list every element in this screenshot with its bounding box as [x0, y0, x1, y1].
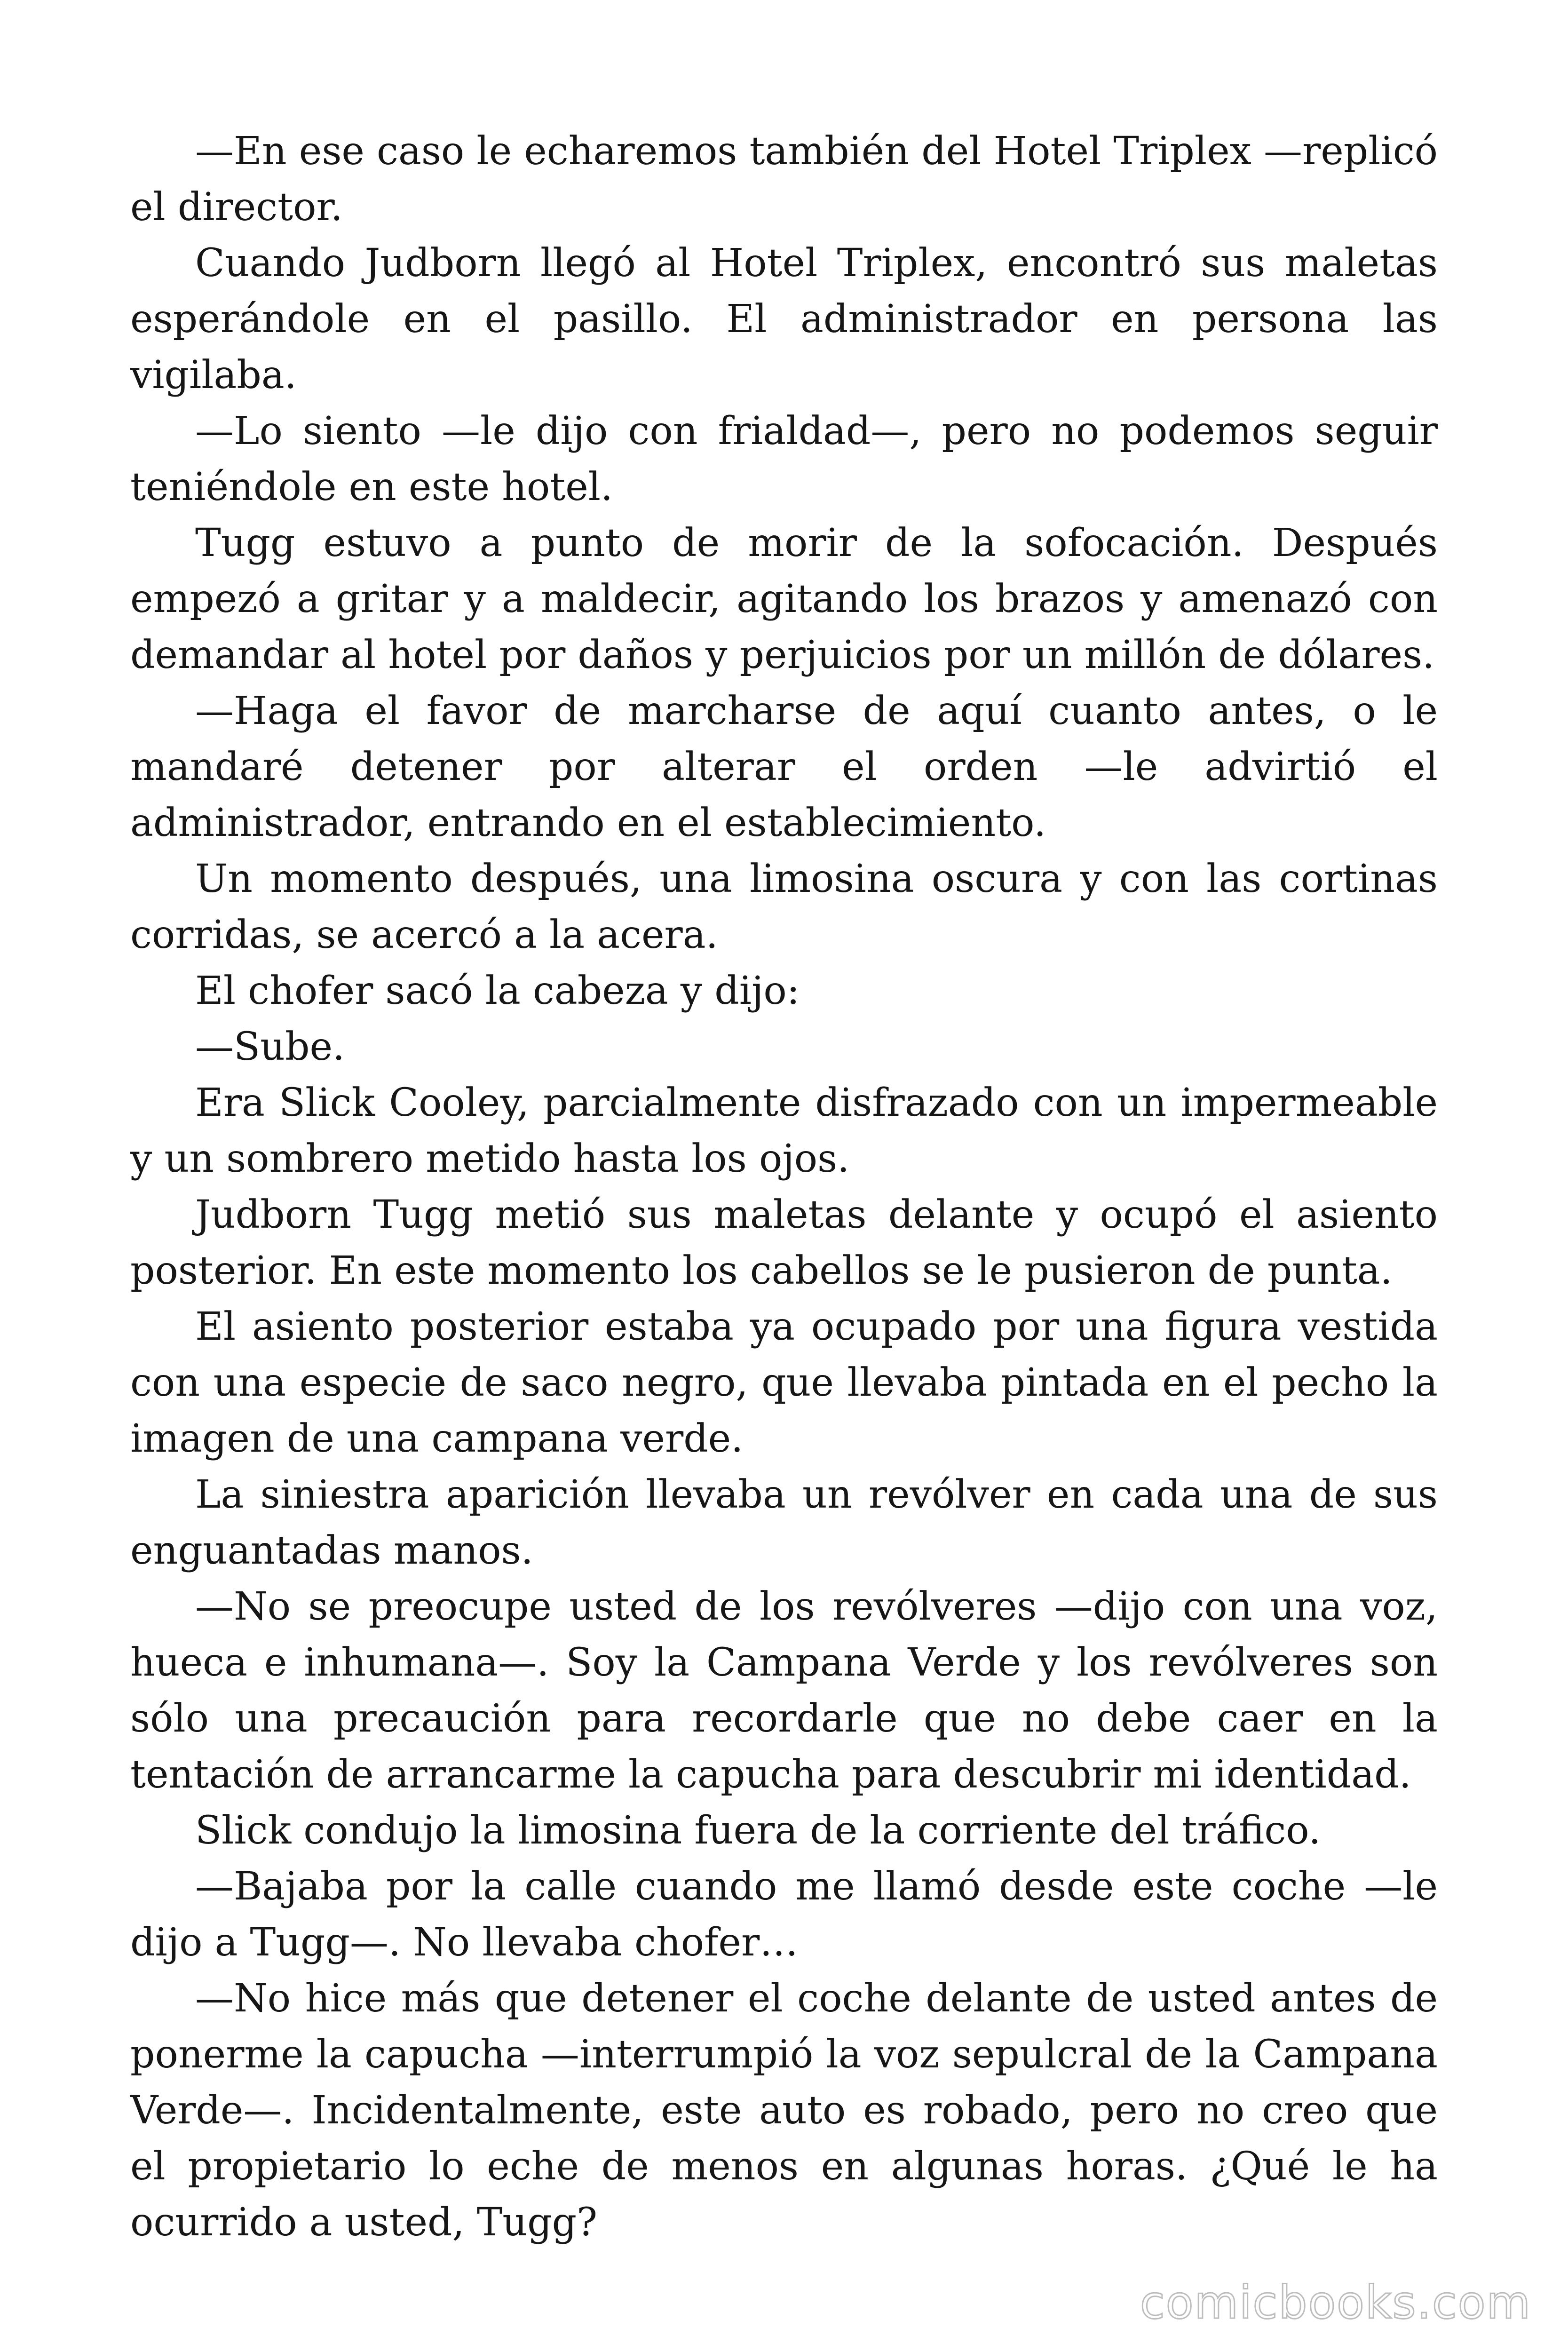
paragraph: La siniestra aparición llevaba un revólver en cada una de sus enguantadas manos.	[130, 1472, 1438, 1573]
page-body	[130, 123, 1438, 2250]
paragraph: Slick condujo la limosina fuera de la corriente del tráfico.	[195, 1808, 1321, 1853]
paragraph: —No se preocupe usted de los revólveres —dijo con una voz, hueca e inhumana—. Soy la Campana Verde y los revólveres son sólo una precaución para recordarle que no debe caer en la tentación de arrancarme la capucha para descubrir mi identidad.	[130, 1584, 1438, 1797]
paragraph: —Haga el favor de marcharse de aquí cuanto antes, o le mandaré detener por alterar el orden —le advirtió el administrador, entrando en el establecimiento.	[130, 689, 1438, 845]
paragraph: —Bajaba por la calle cuando me llamó desde este coche —le dijo a Tugg—. No llevaba chofer…	[130, 1864, 1438, 1965]
paragraph: —En ese caso le echaremos también del Hotel Triplex —replicó el director.	[130, 129, 1438, 230]
paragraph: El chofer sacó la cabeza y dijo:	[195, 969, 800, 1013]
paragraph: —No hice más que detener el coche delante de usted antes de ponerme la capucha —interrumpió la voz sepulcral de la Campana Verde—. Incidentalmente, este auto es robado, pero no creo que el propietario lo eche de menos en algunas horas. ¿Qué le ha ocurrido a usted, Tugg?	[130, 1976, 1438, 2245]
paragraph: El asiento posterior estaba ya ocupado por una figura vestida con una especie de saco negro, que llevaba pintada en el pecho la imagen de una campana verde.	[130, 1304, 1438, 1461]
paragraph: —Lo siento —le dijo con frialdad—, pero no podemos seguir teniéndole en este hotel.	[130, 409, 1438, 509]
paragraph: Cuando Judborn llegó al Hotel Triplex, encontró sus maletas esperándole en el pasillo. El administrador en persona las vigilaba.	[130, 241, 1438, 397]
watermark-text: comicbooks.com	[1140, 2276, 1531, 2329]
paragraph: —Sube.	[195, 1025, 345, 1069]
paragraph: Judborn Tugg metió sus maletas delante y ocupó el asiento posterior. En este momento los cabellos se le pusieron de punta.	[130, 1192, 1438, 1293]
paragraph: Un momento después, una limosina oscura y con las cortinas corridas, se acercó a la acera.	[130, 857, 1438, 957]
paragraph: Era Slick Cooley, parcialmente disfrazado con un impermeable y un sombrero metido hasta los ojos.	[130, 1081, 1438, 1181]
paragraph: Tugg estuvo a punto de morir de la sofocación. Después empezó a gritar y a maldecir, agitando los brazos y amenazó con demandar al hotel por daños y perjuicios por un millón de dólares.	[130, 521, 1438, 677]
